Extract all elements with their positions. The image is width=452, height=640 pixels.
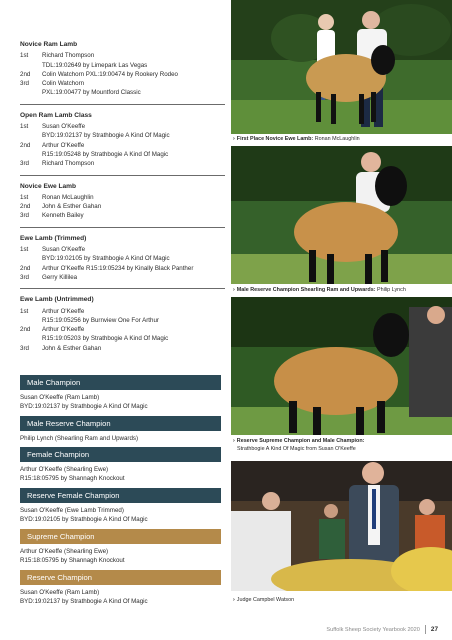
winner-line: Susan O'Keeffe (Ram Lamb) bbox=[20, 394, 100, 401]
winner-line: Susan O'Keeffe (Ram Lamb) bbox=[20, 589, 100, 596]
entry-detail: R15:19:05256 by Burnview One For Arthur bbox=[42, 316, 159, 324]
footer-divider bbox=[425, 625, 426, 634]
champion-banner: Female Champion bbox=[20, 447, 221, 462]
place: 2nd bbox=[20, 203, 31, 211]
caption-bold: Male Reserve Champion Shearling Ram and Upwards: bbox=[236, 287, 376, 293]
champion-banner: Reserve Champion bbox=[20, 570, 221, 585]
exhibitor: Arthur O'Keeffe bbox=[42, 141, 85, 149]
entry-detail: PXL:19:00477 by Mountford Classic bbox=[42, 89, 141, 97]
photo-illustration bbox=[231, 0, 452, 134]
winner-line: BYD:19:02137 by Strathbogie A Kind Of Magic bbox=[20, 598, 148, 606]
exhibitor: Kenneth Bailey bbox=[42, 212, 84, 220]
class-title: Ewe Lamb (Trimmed) bbox=[20, 234, 87, 242]
photo-male-reserve-champion bbox=[231, 146, 452, 284]
winner-line: BYD:19:02105 by Strathbogie A Kind Of Magic bbox=[20, 516, 148, 524]
photo-caption bbox=[233, 286, 406, 294]
result-row bbox=[20, 70, 225, 79]
place: 1st bbox=[20, 307, 29, 315]
divider bbox=[20, 288, 225, 289]
entry-detail: R15:19:05248 by Strathbogie A Kind Of Magic bbox=[42, 150, 169, 158]
place: 1st bbox=[20, 193, 29, 201]
exhibitor: Richard Thompson bbox=[42, 52, 95, 60]
exhibitor: Colin Watchorn bbox=[42, 80, 85, 88]
result-row bbox=[20, 264, 225, 273]
champion-winner bbox=[20, 393, 148, 412]
winner-line: Arthur O'Keeffe (Shearling Ewe) bbox=[20, 466, 109, 473]
entry-detail: BYD:19:02137 by Strathbogie A Kind Of Magic bbox=[42, 132, 170, 140]
page-footer bbox=[326, 625, 438, 634]
publication-title: Suffolk Sheep Society Yearbook 2020 bbox=[326, 626, 420, 633]
class-title: Open Ram Lamb Class bbox=[20, 111, 92, 119]
photo-caption bbox=[233, 135, 360, 143]
winner-line: BYD:19:02137 by Strathbogie A Kind Of Magic bbox=[20, 403, 148, 411]
photo-reserve-supreme-champion bbox=[231, 297, 452, 435]
result-row bbox=[20, 141, 225, 150]
entry-detail: BYD:19:02105 by Strathbogie A Kind Of Magic bbox=[42, 255, 170, 263]
champion-banner: Male Champion bbox=[20, 375, 221, 390]
caption-text: Philip Lynch bbox=[375, 287, 406, 293]
chevron-right-icon: › bbox=[233, 136, 235, 142]
caption-bold: First Place Novice Ewe Lamb: bbox=[236, 136, 314, 142]
place: 2nd bbox=[20, 141, 31, 149]
photo-caption bbox=[233, 596, 294, 604]
photo-caption bbox=[233, 437, 364, 453]
champion-banner: Reserve Female Champion bbox=[20, 488, 221, 503]
champion-winner bbox=[20, 434, 138, 443]
place: 3rd bbox=[20, 273, 29, 281]
results-column bbox=[20, 40, 225, 353]
result-row bbox=[20, 245, 225, 254]
caption-text: Strathbogie A Kind Of Magic from Susan O'Keeffe bbox=[237, 446, 356, 452]
exhibitor: Arthur O'Keeffe R15:19:05234 by Kinally Black Panther bbox=[42, 264, 194, 272]
place: 1st bbox=[20, 246, 29, 254]
champion-banner: Supreme Champion bbox=[20, 529, 221, 544]
photo-illustration bbox=[231, 297, 452, 435]
exhibitor: Arthur O'Keeffe bbox=[42, 326, 85, 334]
photo-illustration bbox=[231, 461, 452, 591]
class-section bbox=[20, 295, 225, 353]
photo-illustration bbox=[231, 146, 452, 284]
winner-line: Arthur O'Keeffe (Shearling Ewe) bbox=[20, 548, 109, 555]
winner-line: R15:18:05795 by Shannagh Knockout bbox=[20, 557, 125, 565]
exhibitor: Richard Thompson bbox=[42, 160, 95, 168]
chevron-right-icon: › bbox=[233, 287, 235, 293]
entry-detail: TDL:19:02649 by Limepark Las Vegas bbox=[42, 61, 148, 69]
exhibitor: Ronan McLaughlin bbox=[42, 193, 94, 201]
result-row bbox=[20, 273, 225, 282]
divider bbox=[20, 227, 225, 228]
entry-detail: R15:19:05203 by Strathbogie A Kind Of Magic bbox=[42, 335, 169, 343]
place: 3rd bbox=[20, 80, 29, 88]
champion-banner: Male Reserve Champion bbox=[20, 416, 221, 431]
place: 1st bbox=[20, 123, 29, 131]
class-title: Novice Ewe Lamb bbox=[20, 182, 77, 190]
place: 2nd bbox=[20, 264, 31, 272]
result-row bbox=[20, 202, 225, 211]
result-row bbox=[20, 325, 225, 334]
winner-line: R15:18:05795 by Shannagh Knockout bbox=[20, 475, 125, 483]
exhibitor: John & Esther Gahan bbox=[42, 344, 102, 352]
class-section bbox=[20, 234, 225, 282]
exhibitor: Arthur O'Keeffe bbox=[42, 307, 85, 315]
result-row bbox=[20, 344, 225, 353]
result-row bbox=[20, 159, 225, 168]
class-section bbox=[20, 111, 225, 169]
caption-text: Ronan McLaughlin bbox=[313, 136, 360, 142]
page-number: 27 bbox=[430, 626, 438, 633]
result-row bbox=[20, 79, 225, 88]
divider bbox=[20, 175, 225, 176]
chevron-right-icon: › bbox=[233, 438, 235, 444]
place: 3rd bbox=[20, 344, 29, 352]
result-row bbox=[20, 211, 225, 220]
result-row bbox=[20, 193, 225, 202]
class-title: Ewe Lamb (Untrimmed) bbox=[20, 296, 94, 304]
place: 3rd bbox=[20, 212, 29, 220]
champion-winner bbox=[20, 547, 125, 566]
exhibitor: John & Esther Gahan bbox=[42, 203, 102, 211]
divider bbox=[20, 104, 225, 105]
exhibitor: Colin Watchorn PXL:19:00474 by Rookery Rodeo bbox=[42, 70, 178, 78]
place: 2nd bbox=[20, 70, 31, 78]
winner-line: Philip Lynch (Shearling Ram and Upwards) bbox=[20, 435, 139, 442]
class-title: Novice Ram Lamb bbox=[20, 41, 78, 48]
result-row bbox=[20, 51, 225, 60]
place: 3rd bbox=[20, 160, 29, 168]
champion-winner bbox=[20, 506, 148, 525]
chevron-right-icon: › bbox=[233, 597, 235, 603]
place: 1st bbox=[20, 52, 29, 60]
champion-winner bbox=[20, 465, 125, 484]
result-row bbox=[20, 122, 225, 131]
exhibitor: Susan O'Keeffe bbox=[42, 123, 86, 131]
caption-bold: Reserve Supreme Champion and Male Champion: bbox=[236, 438, 365, 444]
place: 2nd bbox=[20, 326, 31, 334]
exhibitor: Susan O'Keeffe bbox=[42, 246, 86, 254]
class-section bbox=[20, 182, 225, 221]
photo-judge bbox=[231, 461, 452, 591]
exhibitor: Gerry Killilea bbox=[42, 273, 78, 281]
result-row bbox=[20, 307, 225, 316]
class-section bbox=[20, 40, 225, 98]
winner-line: Susan O'Keeffe (Ewe Lamb Trimmed) bbox=[20, 507, 124, 514]
photo-novice-ewe-lamb bbox=[231, 0, 452, 134]
champion-winner bbox=[20, 588, 148, 607]
caption-text: Judge Campbel Watson bbox=[236, 597, 295, 603]
